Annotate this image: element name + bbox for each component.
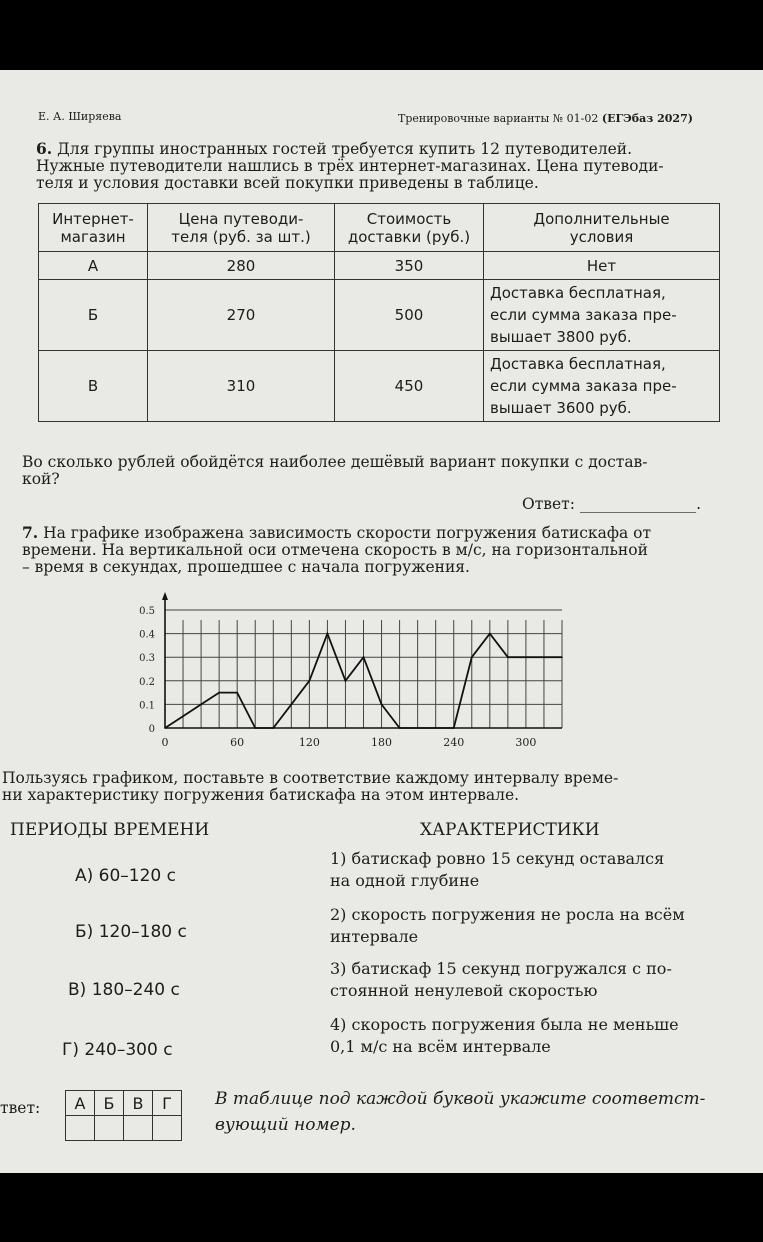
y-tick-label: 0: [148, 724, 155, 735]
header-price: Цена путеводи- теля (руб. за шт.): [148, 204, 335, 252]
answer-cell-b[interactable]: [95, 1116, 124, 1141]
answer-letter-d: Г: [153, 1091, 182, 1116]
delivery-cell: 500: [335, 280, 484, 351]
x-tick-label: 0: [161, 736, 169, 749]
table-header-row: [39, 204, 720, 252]
worksheet-page: [0, 70, 763, 1173]
series-text: Тренировочные варианты № 01-02: [398, 112, 599, 125]
data-point: [399, 727, 401, 729]
data-point: [381, 704, 383, 706]
period-d: Г) 240–300 с: [62, 1040, 173, 1060]
answer-label: Ответ:: [522, 495, 575, 513]
characteristic-4: 4) скорость погружения была не меньше 0,1 м/с на всём интервале: [330, 1015, 679, 1056]
data-point: [435, 727, 437, 729]
data-point: [471, 656, 473, 658]
data-point: [345, 680, 347, 682]
y-tick-label: 0.4: [139, 629, 155, 641]
characteristic-1: 1) батискаф ровно 15 секунд оставался на одной глубине: [330, 849, 665, 890]
shop-cell: А: [39, 252, 148, 280]
price-cell: 310: [148, 351, 335, 422]
header-shop: Интернет- магазин: [39, 204, 148, 252]
y-tick-label: 0.3: [139, 653, 155, 665]
data-point: [291, 704, 293, 706]
characteristic-3: 3) батискаф 15 секунд погружался с по- стоянной ненулевой скоростью: [330, 959, 672, 1000]
x-tick-label: 240: [443, 736, 465, 749]
task7-answer-label: твет:: [0, 1099, 41, 1117]
answer-input-row: [66, 1116, 182, 1141]
answer-letter-a: А: [66, 1091, 95, 1116]
shop-cell: В: [39, 351, 148, 422]
x-tick-label: 120: [298, 736, 320, 749]
data-point: [417, 727, 419, 729]
data-point: [327, 633, 329, 635]
delivery-cell: 450: [335, 351, 484, 422]
data-point: [363, 656, 365, 658]
answer-cell-d[interactable]: [153, 1116, 182, 1141]
conditions-cell: Нет: [484, 252, 720, 280]
answer-note: В таблице под каждой буквой укажите соответст- вующий номер.: [215, 1089, 706, 1135]
data-point: [489, 633, 491, 635]
answer-blank[interactable]: _______________.: [579, 495, 702, 513]
speed-chart: [110, 590, 610, 760]
y-tick-label: 0.5: [139, 606, 155, 617]
table-row: [39, 351, 720, 422]
data-point: [182, 715, 184, 717]
shop-cell: Б: [39, 280, 148, 351]
table-row: [39, 280, 720, 351]
data-point: [507, 656, 509, 658]
y-tick-label: 0.1: [139, 700, 155, 712]
data-point: [254, 727, 256, 729]
answer-grid: [65, 1090, 182, 1141]
task6-statement: [36, 140, 726, 192]
task6-question: Во сколько рублей обойдётся наиболее дешёвый вариант покупки с достав- кой?: [22, 453, 648, 488]
author-name: Е. А. Ширяева: [38, 110, 122, 123]
answer-letter-c: В: [124, 1091, 153, 1116]
data-point: [218, 692, 220, 694]
data-point: [561, 656, 563, 658]
task6-line-3: теля и условия доставки всей покупки приведены в таблице.: [36, 174, 539, 192]
task6-answer: [522, 496, 701, 513]
y-tick-label: 0.2: [139, 676, 155, 688]
conditions-cell: Доставка бесплатная, если сумма заказа пре- вышает 3600 руб.: [484, 351, 720, 422]
y-axis-arrow: [162, 592, 168, 600]
header-delivery: Стоимость доставки (руб.): [335, 204, 484, 252]
header-conditions: Дополнительные условия: [484, 204, 720, 252]
periods-heading: ПЕРИОДЫ ВРЕМЕНИ: [10, 820, 210, 840]
delivery-cell: 350: [335, 252, 484, 280]
x-tick-label: 300: [515, 736, 537, 749]
data-point: [200, 704, 202, 706]
answer-letter-b: Б: [95, 1091, 124, 1116]
x-tick-label: 60: [230, 736, 245, 749]
period-b: Б) 120–180 с: [75, 922, 187, 942]
answer-letters-row: [66, 1091, 182, 1116]
characteristics-heading: ХАРАКТЕРИСТИКИ: [420, 820, 600, 840]
exam-badge: (ЕГЭбаз 2027): [601, 112, 693, 125]
data-point: [525, 656, 527, 658]
data-point: [236, 692, 238, 694]
period-a: А) 60–120 с: [75, 866, 176, 886]
data-point: [272, 727, 274, 729]
table-row: [39, 252, 720, 280]
data-point: [309, 680, 311, 682]
conditions-cell: Доставка бесплатная, если сумма заказа пре- вышает 3800 руб.: [484, 280, 720, 351]
answer-cell-a[interactable]: [66, 1116, 95, 1141]
task6-line-1: Для группы иностранных гостей требуется купить 12 путеводителей.: [57, 140, 633, 158]
task7-instruction: Пользуясь графиком, поставьте в соответствие каждому интервалу време- ни характеристику погружения батискафа на этом интервале.: [2, 769, 619, 804]
task6-line-2: Нужные путеводители нашлись в трёх интернет-магазинах. Цена путеводи-: [36, 157, 664, 175]
price-cell: 280: [148, 252, 335, 280]
task7-statement: 7. На графике изображена зависимость скорости погружения батискафа от времени. На вертикальной оси отмечена скорость в м/с, на горизонтальной – время в секундах, прошедшее с начала погружения.: [22, 523, 652, 576]
shops-table: [38, 203, 720, 422]
task6-number: 6.: [36, 139, 53, 158]
answer-cell-c[interactable]: [124, 1116, 153, 1141]
data-point: [453, 727, 455, 729]
data-point: [164, 727, 166, 729]
period-c: В) 180–240 с: [68, 980, 180, 1000]
task7-number: 7.: [22, 523, 39, 542]
data-point: [543, 656, 545, 658]
price-cell: 270: [148, 280, 335, 351]
x-tick-label: 180: [371, 736, 393, 749]
characteristic-2: 2) скорость погружения не росла на всём интервале: [330, 905, 685, 946]
series-title: [398, 112, 693, 125]
